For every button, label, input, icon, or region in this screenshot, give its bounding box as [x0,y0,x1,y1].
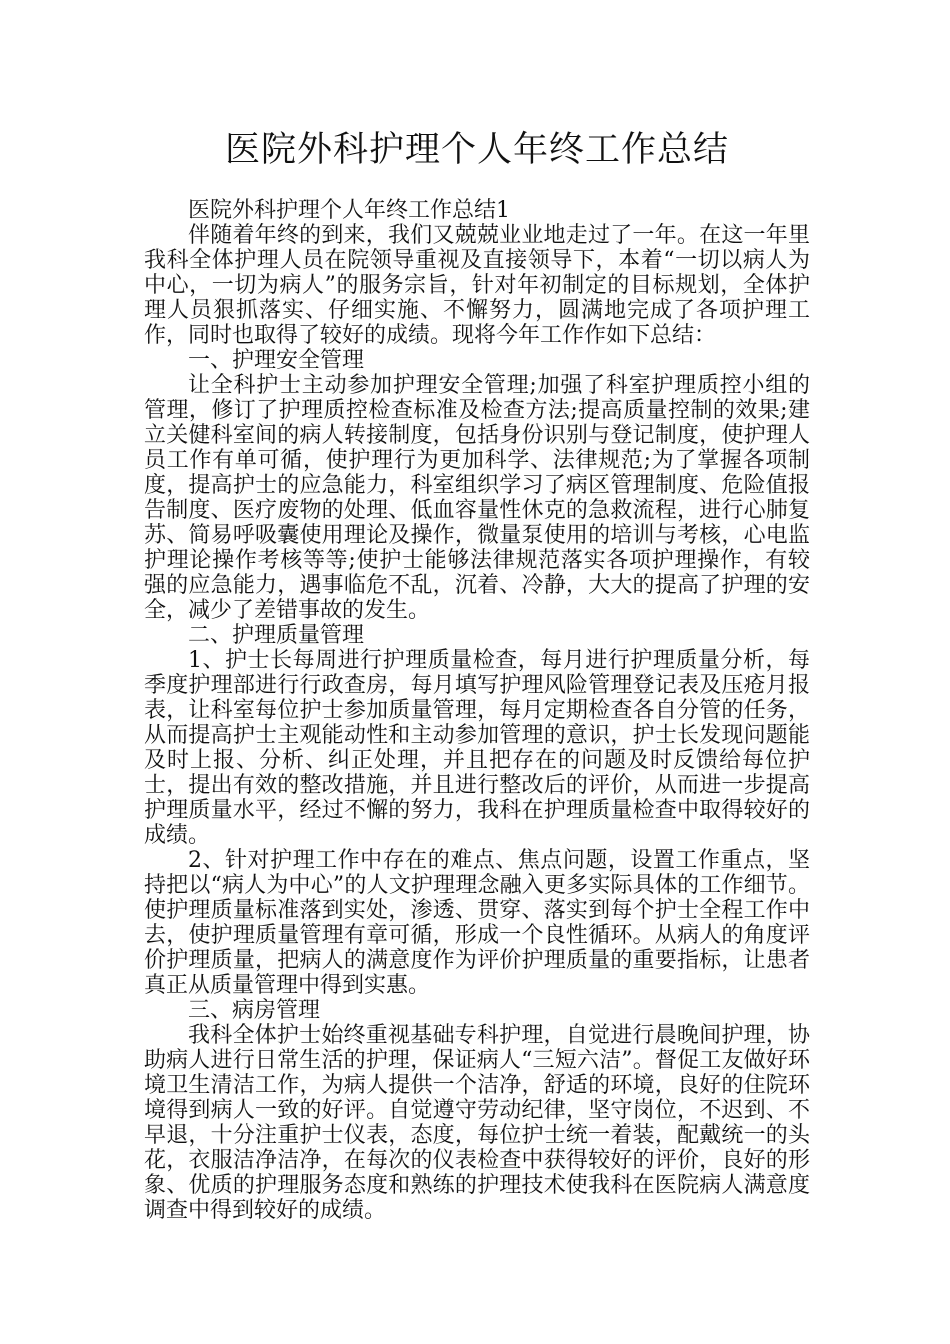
paragraph-quality-2: 2、针对护理工作中存在的难点、焦点问题，设置工作重点，坚持把以“病人为中心”的人文护理理念融入更多实际具体的工作细节。使护理质量标准落到实处，渗透、贯穿、落实到每个护士全程工作中去，使护理质量管理有章可循，形成一个良性循环。从病人的角度评价护理质量，把病人的满意度作为评价护理质量的重要指标，让患者真正从质量管理中得到实惠。 [144,848,810,998]
paragraph-intro: 伴随着年终的到来，我们又兢兢业业地走过了一年。在这一年里我科全体护理人员在院领导重视及直接领导下，本着“一切以病人为中心，一切为病人”的服务宗旨，针对年初制定的目标规划，全体护理人员狠抓落实、仔细实施、不懈努力，圆满地完成了各项护理工作，同时也取得了较好的成绩。现将今年工作作如下总结： [144,223,810,348]
document-body [144,198,810,1223]
section-heading-safety: 一、护理安全管理 [188,348,365,373]
section-heading-ward: 三、病房管理 [188,998,321,1023]
section-heading-quality: 二、护理质量管理 [188,623,365,648]
paragraph-ward: 我科全体护士始终重视基础专科护理，自觉进行晨晚间护理，协助病人进行日常生活的护理，保证病人“三短六洁”。督促工友做好环境卫生清洁工作，为病人提供一个洁净，舒适的环境，良好的住院环境得到病人一致的好评。自觉遵守劳动纪律，坚守岗位，不迟到、不早退，十分注重护士仪表，态度，每位护士统一着装，配戴统一的头花，衣服洁净洁净，在每次的仪表检查中获得较好的评价，良好的形象、优质的护理服务态度和熟练的护理技术使我科在医院病人满意度调查中得到较好的成绩。 [144,1023,810,1223]
paragraph-subtitle: 医院外科护理个人年终工作总结1 [188,198,510,223]
document-page [144,128,810,1223]
paragraph-quality-1: 1、护士长每周进行护理质量检查，每月进行护理质量分析，每季度护理部进行行政查房，每月填写护理风险管理登记表及压疮月报表，让科室每位护士参加质量管理，每月定期检查各自分管的任务，从而提高护士主观能动性和主动参加管理的意识，护士长发现问题能及时上报、分析、纠正处理，并且把存在的问题及时反馈给每位护士，提出有效的整改措施，并且进行整改后的评价，从而进一步提高护理质量水平，经过不懈的努力，我科在护理质量检查中取得较好的成绩。 [144,648,810,848]
paragraph-safety: 让全科护士主动参加护理安全管理;加强了科室护理质控小组的管理，修订了护理质控检查标准及检查方法;提高质量控制的效果;建立关健科室间的病人转接制度，包括身份识别与登记制度，使护理人员工作有单可循，使护理行为更加科学、法律规范;为了掌握各项制度，提高护士的应急能力，科室组织学习了病区管理制度、危险值报告制度、医疗废物的处理、低血容量性休克的急救流程，进行心肺复苏、简易呼吸囊使用理论及操作，微量泵使用的培训与考核，心电监护理论操作考核等等;使护士能够法律规范落实各项护理操作，有较强的应急能力，遇事临危不乱，沉着、冷静，大大的提高了护理的安全，减少了差错事故的发生。 [144,373,810,623]
document-title: 医院外科护理个人年终工作总结 [224,130,729,170]
